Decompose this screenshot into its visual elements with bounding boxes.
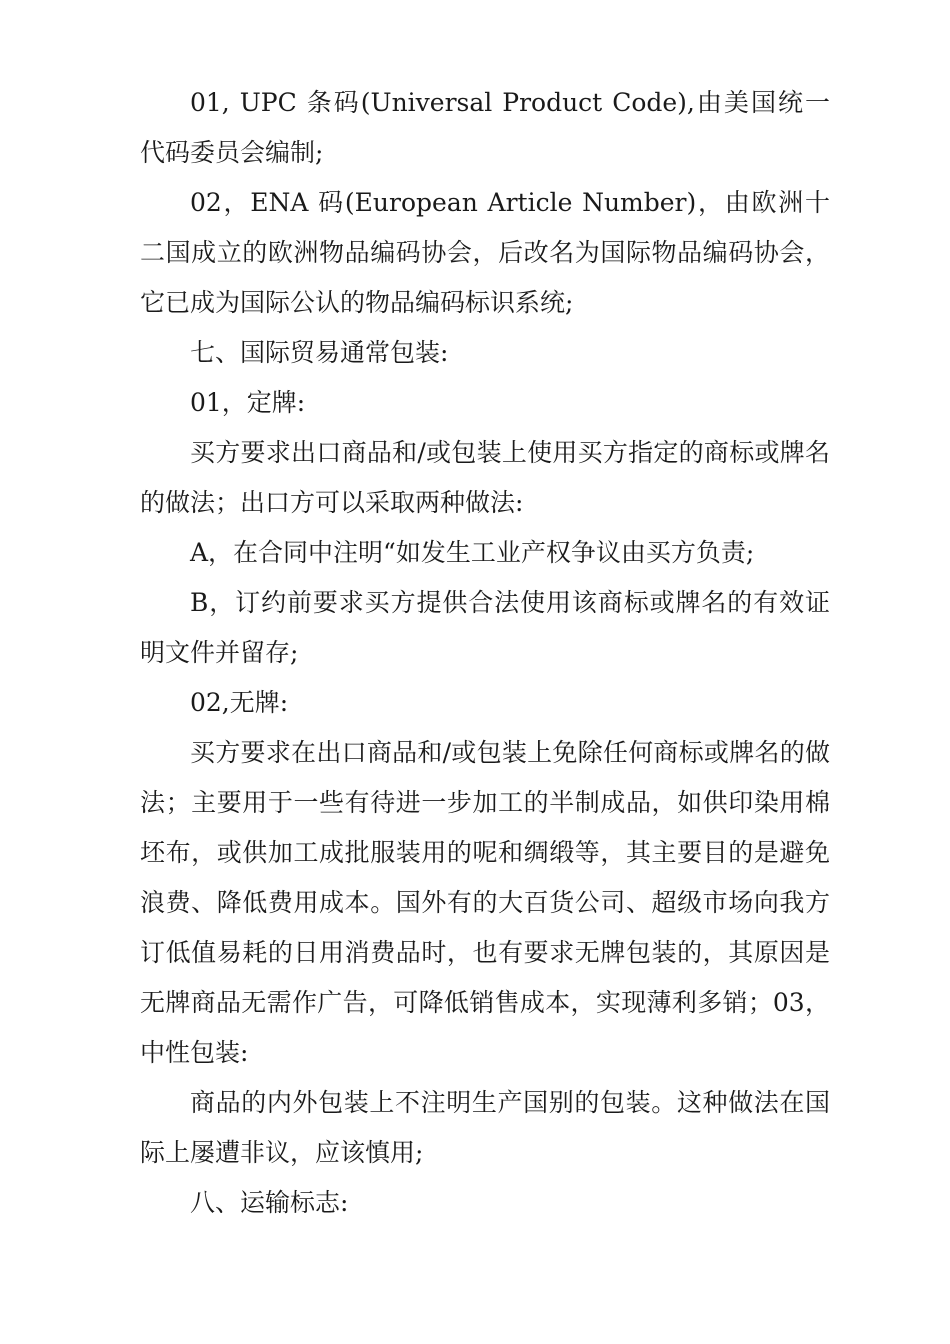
paragraph-ena: 02，ENA 码(European Article Number)，由欧洲十二国成立的欧洲物品编码协会，后改名为国际物品编码协会，它已成为国际公认的物品编码标识系统; [140,188,830,317]
section-heading-shipping-marks: 八、运输标志: [190,1188,349,1217]
paragraph-neutral-packing: 商品的内外包装上不注明生产国别的包装。这种做法在国际上屡遭非议，应该慎用; [140,1088,830,1167]
subheading-no-brand: 02,无牌: [190,688,289,717]
paragraph-designated-brand: 买方要求出口商品和/或包装上使用买方指定的商标或牌名的做法；出口方可以采取两种做法: [140,438,830,517]
paragraph-upc: 01, UPC 条码(Universal Product Code),由美国统一代码委员会编制; [140,88,830,167]
paragraph-option-a: A，在合同中注明“如发生工业产权争议由买方负责; [190,538,755,567]
section-heading-packaging: 七、国际贸易通常包装: [190,338,449,367]
paragraph-option-b: B，订约前要求买方提供合法使用该商标或牌名的有效证明文件并留存; [140,588,830,667]
paragraph-no-brand: 买方要求在出口商品和/或包装上免除任何商标或牌名的做法；主要用于一些有待进一步加工的半制成品，如供印染用棉坯布，或供加工成批服装用的呢和绸缎等，其主要目的是避免浪费、降低费用成本。国外有的大百货公司、超级市场向我方订低值易耗的日用消费品时，也有要求无牌包装的，其原因是无牌商品无需作广告，可降低销售成本，实现薄利多销；03，中性包装: [140,738,830,1067]
document-body [140,78,830,1228]
subheading-designated-brand: 01，定牌: [190,388,306,417]
